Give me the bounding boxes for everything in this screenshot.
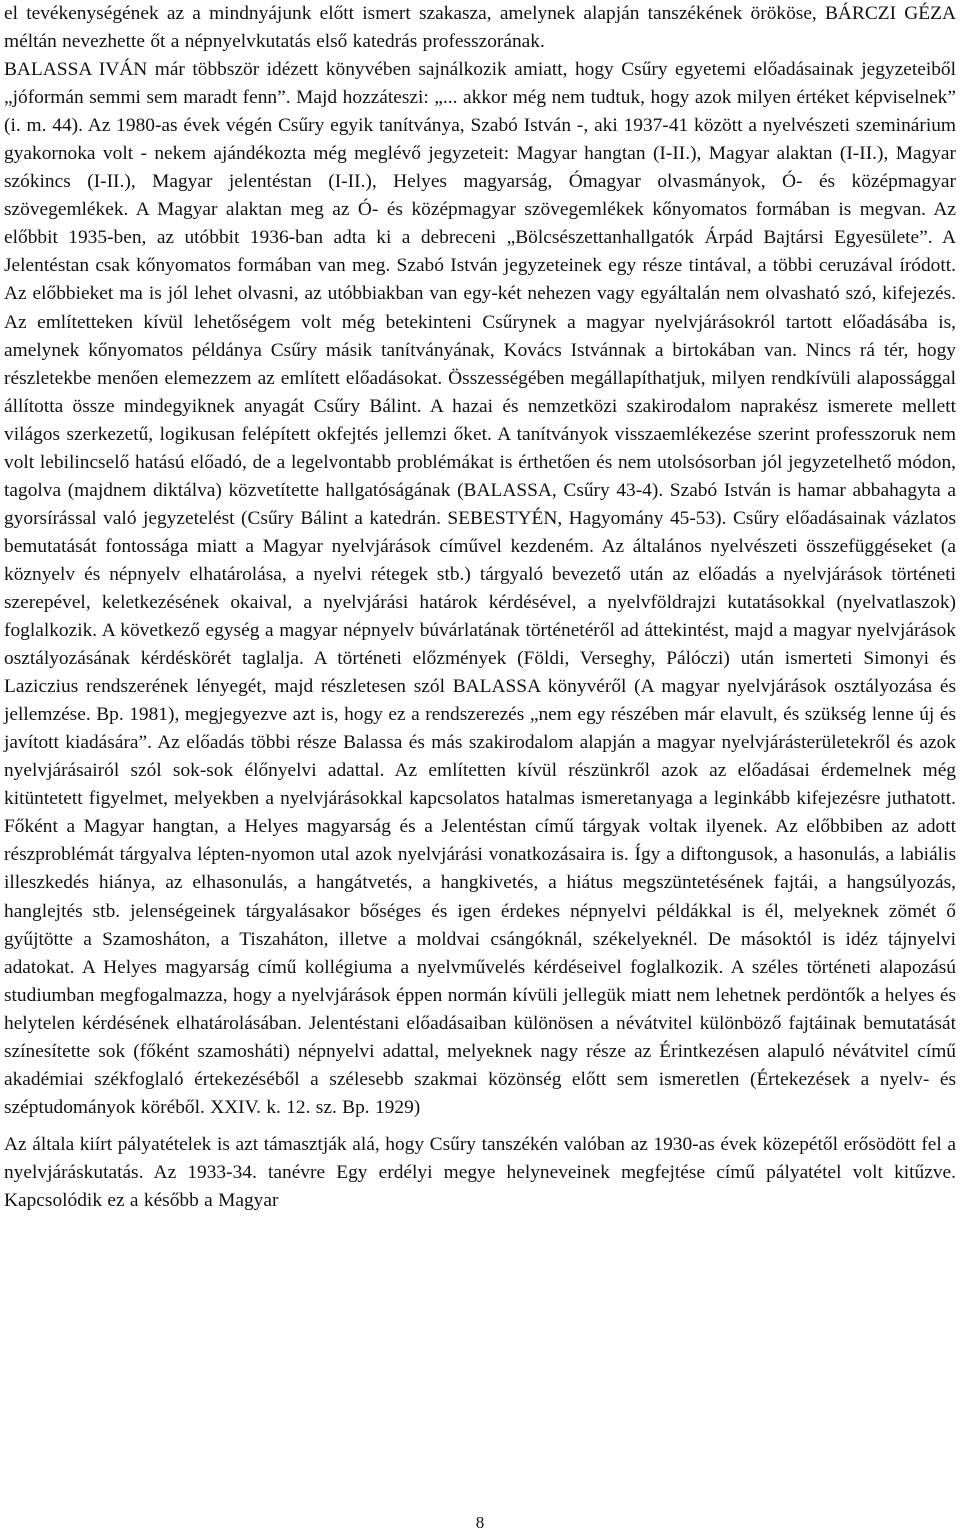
paragraph-final: Az általa kiírt pályatételek is azt támasztják alá, hogy Csűry tanszékén valóban az 1930-as évek közepétől erősödött fel a nyelvjáráskutatás. Az 1933-34. tanévre Egy erdélyi megye helyneveinek megfejtése című pályatétel volt kitűzve. Kapcsolódik ez a később a Magyar — [4, 1133, 956, 1211]
page-number: 8 — [475, 1513, 485, 1532]
paragraph-continuation: el tevékenységének az a mindnyájunk előtt ismert szakasza, amelynek alapján tanszékének örököse, BÁRCZI GÉZA méltán nevezhette őt a népnyelvkutatás első katedrás professzorának. — [4, 3, 956, 53]
document-body — [4, 0, 956, 1215]
paragraph-main: BALASSA IVÁN már többször idézett könyvében sajnálkozik amiatt, hogy Csűry egyetemi előadásainak jegyzeteiből „jóformán semmi sem maradt fenn”. Majd hozzáteszi: „... akkor még nem tudtuk, hogy azok milyen értéket képviselnek” (i. m. 44). Az 1980-as évek végén Csűry egyik tanítványa, Szabó István -, aki 1937-41 között a nyelvészeti szeminárium gyakornoka volt - nekem ajándékozta még meglévő jegyzeteit: Magyar hangtan (I-II.), Magyar alaktan (I-II.), Magyar szókincs (I-II.), Magyar jelentéstan (I-II.), Helyes magyarság, Ómagyar olvasmányok, Ó- és középmagyar szövegemlékek. A Magyar alaktan meg az Ó- és középmagyar szövegemlékek kőnyomatos formában is megvan. Az előbbit 1935-ben, az utóbbit 1936-ban adta ki a debreceni „Bölcsészettanhallgatók Árpád Bajtársi Egyesülete”. A Jelentéstan csak kőnyomatos formában van meg. Szabó István jegyzeteinek egy része tintával, a többi ceruzával íródott. Az előbbieket ma is jól lehet olvasni, az utóbbiakban van egy-két nehezen vagy egyáltalán nem olvasható szó, kifejezés. Az említetteken kívül lehetőségem volt még betekinteni Csűrynek a magyar nyelvjárásokról tartott előadásába is, amelynek kőnyomatos példánya Csűry másik tanítványának, Kovács Istvánnak a birtokában van. Nincs rá tér, hogy részletekbe menően elemezzem az említett előadásokat. Összességében megállapíthatjuk, milyen rendkívüli alapossággal állította össze mindegyiknek anyagát Csűry Bálint. A hazai és nemzetközi szakirodalom naprakész ismerete mellett világos szerkezetű, logikusan felépített okfejtés jellemzi őket. A tanítványok visszaemlékezése szerint professzoruk nem volt lebilincselő hatású előadó, de a legelvontabb problémákat is érthetően és nem utolsósorban jól jegyzetelhető módon, tagolva (majdnem diktálva) közvetítette hallgatóságának (BALASSA, Csűry 43-4). Szabó István is hamar abbahagyta a gyorsírással való jegyzetelést (Csűry Bálint a katedrán. SEBESTYÉN, Hagyomány 45-53). Csűry előadásainak vázlatos bemutatását fontossága miatt a Magyar nyelvjárások cíművel kezdeném. Az általános nyelvészeti összefüggéseket (a köznyelv és népnyelv elhatárolása, a nyelvi rétegek stb.) tárgyaló bevezető után az előadás a nyelvjárások történeti szerepével, keletkezésének okaival, a nyelvjárási határok kérdésével, a nyelvföldrajzi kutatásokkal (nyelvatlaszok) foglalkozik. A következő egység a magyar népnyelv búvárlatának történetéről ad áttekintést, majd a magyar nyelvjárások osztályozásának kérdéskörét taglalja. A történeti előzmények (Földi, Verseghy, Pálóczi) után ismerteti Simonyi és Laziczius rendszerének lényegét, majd részletesen szól BALASSA könyvéről (A magyar nyelvjárások osztályozása és jellemzése. Bp. 1981), megjegyezve azt is, hogy ez a rendszerezés „nem egy részében már elavult, és szükség lenne új és javított kiadására”. Az előadás többi része Balassa és más szakirodalom alapján a magyar nyelvjárásterületekről és azok nyelvjárásairól szól sok-sok élőnyelvi adattal. Az említetten kívül részünkről azok az előadásai érdemelnek még kitüntetett figyelmet, melyekben a nyelvjárásokkal kapcsolatos hatalmas ismeretanyaga a leginkább kifejezésre juthatott. Főként a Magyar hangtan, a Helyes magyarság és a Jelentéstan című tárgyak voltak ilyenek. Az előbbiben az adott részproblémát tárgyalva lépten-nyomon utal azok nyelvjárási vonatkozásaira is. Így a diftongusok, a hasonulás, a labiális illeszkedés hiánya, az elhasonulás, a hangátvetés, a hangkivetés, a hiátus megszüntetésének fajtái, a hangsúlyozás, hanglejtés stb. jelenségeinek tárgyalásakor bőséges és igen érdekes népnyelvi példákkal is él, melyeknek zömét ő gyűjtötte a Szamosháton, a Tiszaháton, illetve a moldvai csángóknál, székelyeknél. De másoktól is idéz tájnyelvi adatokat. A Helyes magyarság című kollégiuma a nyelvművelés kérdéseivel foglalkozik. A széles történeti alapozású studiumban megfogalmazza, hogy a nyelvjárások éppen normán kívüli jellegük miatt nem lehetnek perdöntők a helyes és helytelen kérdésének elhatárolásában. Jelentéstani előadásaiban különösen a névátvitel különböző fajtáinak bemutatását színesítette sok (főként szamosháti) népnyelvi adattal, melyeknek nagy része az Érintkezésen alapuló névátvitel című akadémiai székfoglaló értekezéséből a szélesebb szakmai közönség előtt sem ismeretlen (Értekezések a nyelv- és széptudományok köréből. XXIV. k. 12. sz. Bp. 1929) — [4, 59, 956, 1118]
